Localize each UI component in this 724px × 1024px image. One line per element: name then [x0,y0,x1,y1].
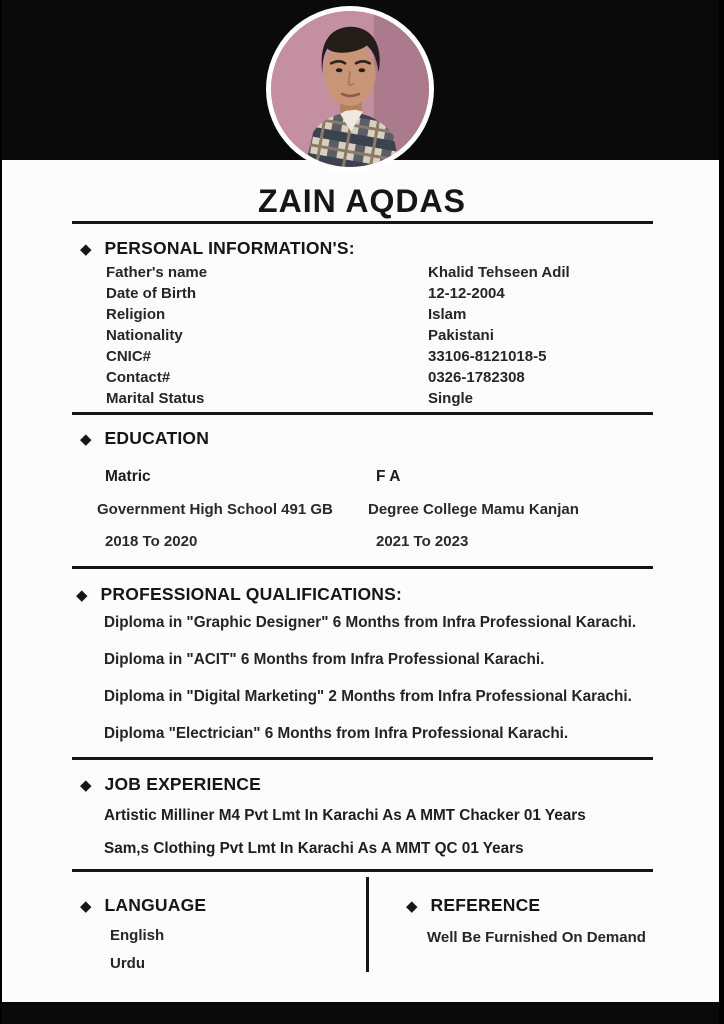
diamond-bullet-icon: ◆ [80,241,92,258]
section-experience-header [80,774,261,795]
personal-info-list [106,262,570,409]
page-edge-right [719,0,724,1024]
page-title: ZAIN AQDAS [258,183,466,219]
info-row [106,325,570,346]
info-label: Father's name [106,264,208,281]
section-title-qualifications: PROFESSIONAL QUALIFICATIONS: [100,584,403,604]
diamond-bullet-icon: ◆ [80,777,92,794]
section-language-header [80,895,206,916]
info-row [106,388,570,409]
section-title-education: EDUCATION [104,428,210,448]
diamond-bullet-icon: ◆ [76,587,88,604]
qualification-item: Diploma in "Digital Marketing" 2 Months from Infra Professional Karachi. [104,688,632,705]
qualification-item: Diploma in "ACIT" 6 Months from Infra Professional Karachi. [104,651,545,668]
section-education-header [80,428,209,449]
section-qualifications-header [76,584,402,605]
info-label: Contact# [106,369,171,386]
section-title-reference: REFERENCE [430,895,541,915]
language-item: Urdu [110,955,145,972]
footer-band [0,1002,724,1024]
info-row [106,283,570,304]
education-years: 2018 To 2020 [105,532,198,550]
diamond-bullet-icon: ◆ [406,898,418,915]
section-reference-header [406,895,540,916]
qualification-item: Diploma "Electrician" 6 Months from Infra Professional Karachi. [104,725,569,742]
section-title-personal: PERSONAL INFORMATION'S: [104,238,355,258]
info-value: Single [428,390,474,407]
info-value: 12-12-2004 [428,285,505,302]
divider-rule [72,869,653,872]
education-table [97,461,579,557]
experience-list [104,806,586,872]
info-value: 0326-1782308 [428,369,525,386]
info-label: Date of Birth [106,285,196,302]
info-value: 33106-8121018-5 [428,348,547,365]
divider-rule [72,221,653,224]
column-divider [366,877,369,972]
info-row [106,367,570,388]
info-row [106,304,570,325]
profile-photo-image [271,11,429,167]
page-edge-left [0,0,2,1024]
diamond-bullet-icon: ◆ [80,431,92,448]
divider-rule [72,566,653,569]
reference-item: Well Be Furnished On Demand [427,929,646,946]
experience-item: Sam,s Clothing Pvt Lmt In Karachi As A MMT QC 01 Years [104,840,524,857]
info-label: Religion [106,306,166,323]
info-value: Khalid Tehseen Adil [428,264,570,281]
qualification-item: Diploma in "Graphic Designer" 6 Months from Infra Professional Karachi. [104,614,637,631]
diamond-bullet-icon: ◆ [80,898,92,915]
divider-rule [72,757,653,760]
language-item: English [110,927,165,944]
education-degree: Matric [105,468,151,485]
info-row [106,262,570,283]
education-school: Degree College Mamu Kanjan [368,500,579,518]
info-value: Islam [428,306,467,323]
info-row [106,346,570,367]
profile-photo [266,6,434,172]
info-label: Marital Status [106,390,205,407]
info-value: Pakistani [428,327,494,344]
info-label: Nationality [106,327,183,344]
education-degree: F A [376,468,401,485]
education-years: 2021 To 2023 [376,532,469,550]
section-title-language: LANGUAGE [104,895,207,915]
language-list [110,926,164,982]
education-school: Government High School 491 GB [97,500,333,518]
section-personal-header [80,238,355,259]
qualification-list [104,613,636,761]
divider-rule [72,412,653,415]
section-title-experience: JOB EXPERIENCE [104,774,262,794]
info-label: CNIC# [106,348,152,365]
experience-item: Artistic Milliner M4 Pvt Lmt In Karachi As A MMT Chacker 01 Years [104,807,586,824]
